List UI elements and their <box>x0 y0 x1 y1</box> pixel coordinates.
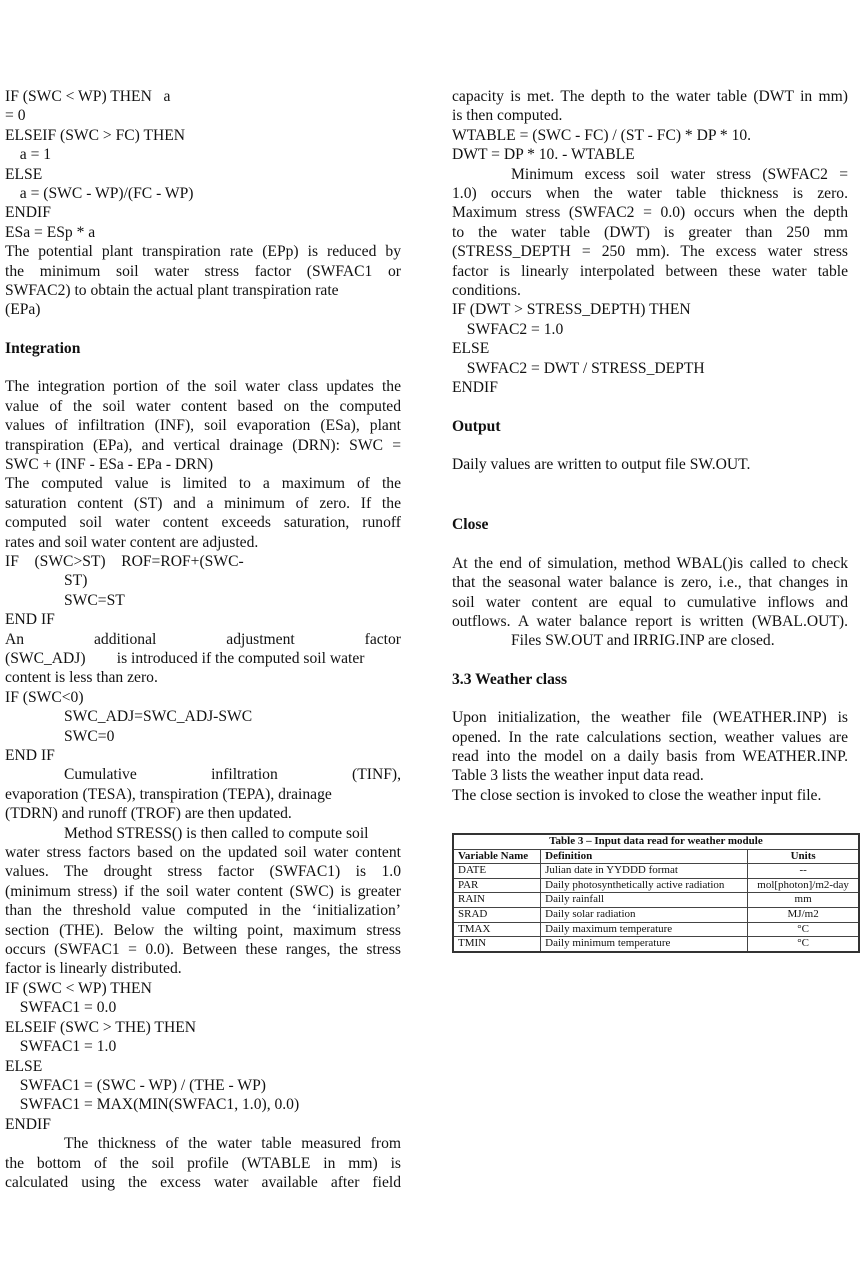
text-line: factor is linearly interpolated between these water table <box>452 262 848 280</box>
cell-units: mol[photon]/m2-day <box>748 878 859 893</box>
text-line: values of infiltration (INF), soil evaporation (ESa), plant <box>5 417 401 435</box>
text-line: evaporation (TESA), transpiration (TEPA), drainage <box>5 785 332 803</box>
cell-units: °C <box>748 937 859 952</box>
text-line: (TDRN) and runoff (TROF) are then updated. <box>5 805 292 823</box>
text-line: The close section is invoked to close the weather input file. <box>452 786 822 804</box>
table-row <box>453 864 859 879</box>
code-line: ELSEIF (SWC > THE) THEN <box>5 1018 197 1036</box>
code-line: SWFAC1 = 0.0 <box>12 999 117 1017</box>
text-line: that the seasonal water balance is zero, i.e., that changes in <box>452 574 848 592</box>
code-line: SWFAC1 = (SWC - WP) / (THE - WP) <box>12 1076 266 1094</box>
text-line: (STRESS_DEPTH = 250 mm). The excess water stress <box>452 243 848 261</box>
cell-units: MJ/m2 <box>748 907 859 922</box>
code-line: SWC=ST <box>64 591 125 609</box>
code-line: SWFAC1 = MAX(MIN(SWFAC1, 1.0), 0.0) <box>12 1096 300 1114</box>
text-line: opened. In the rate calculations section, weather values are <box>452 728 848 746</box>
code-line: SWC=0 <box>64 727 115 745</box>
table-row <box>453 937 859 952</box>
text-line: saturation content (ST) and a minimum of zero. If the <box>5 494 401 512</box>
text-line: to the water table (DWT) is greater than 250 mm <box>452 223 848 241</box>
column-header-variable-name: Variable Name <box>453 849 541 864</box>
text-line: SWFAC2) to obtain the actual plant transpiration rate <box>5 282 339 300</box>
text-line: factor is linearly distributed. <box>5 960 182 978</box>
text-line: The thickness of the water table measured from <box>64 1135 401 1153</box>
text-line: 1.0) occurs when the water table thickness is zero. <box>452 185 848 203</box>
cell-variable: RAIN <box>453 893 541 908</box>
text-line: occurs (SWFAC1 = 0.0). Between these ranges, the stress <box>5 941 401 959</box>
code-line: ST) <box>64 572 88 590</box>
text-line: is then computed. <box>452 107 563 125</box>
code-line: IF (SWC>ST) ROF=ROF+(SWC- <box>5 552 244 570</box>
text-line: Daily values are written to output file SW.OUT. <box>452 455 751 473</box>
text-line: conditions. <box>452 282 521 300</box>
code-line: ELSE <box>452 340 490 358</box>
text-line: An additional adjustment factor <box>5 630 401 648</box>
text-line: (SWC_ADJ) is introduced if the computed soil water <box>5 649 365 667</box>
table-row <box>453 893 859 908</box>
code-line: IF (SWC<0) <box>5 688 84 706</box>
code-line: ENDIF <box>5 1115 51 1133</box>
text-line: (minimum stress) if the soil water content (SWC) is greater <box>5 882 401 900</box>
code-line: IF (SWC < WP) THEN <box>5 979 152 997</box>
text-line: The potential plant transpiration rate (EPp) is reduced by <box>5 243 401 261</box>
code-line: ELSE <box>5 1057 43 1075</box>
cell-variable: TMIN <box>453 937 541 952</box>
text-line: the minimum soil water stress factor (SWFAC1 or <box>5 262 401 280</box>
cell-definition: Julian date in YYDDD format <box>541 864 748 879</box>
code-line: ELSEIF (SWC > FC) THEN <box>5 126 186 144</box>
section-heading-weather-class: 3.3 Weather class <box>452 670 568 688</box>
text-line: rates and soil water content are adjusted. <box>5 533 259 551</box>
code-line: ENDIF <box>5 204 51 222</box>
text-line: Table 3 lists the weather input data read. <box>452 767 704 785</box>
text-line: The integration portion of the soil water class updates the <box>5 378 401 396</box>
section-heading-output: Output <box>452 417 501 435</box>
code-line: END IF <box>5 747 55 764</box>
section-heading-integration: Integration <box>5 339 81 357</box>
code-line: ESa = ESp * a <box>5 223 96 241</box>
cell-definition: Daily minimum temperature <box>541 937 748 952</box>
text-line: At the end of simulation, method WBAL()is called to check <box>452 554 848 572</box>
cell-units: -- <box>748 864 859 879</box>
table-row <box>453 907 859 922</box>
text-line: capacity is met. The depth to the water table (DWT in mm) <box>452 88 848 105</box>
text-line: values. The drought stress factor (SWFAC1) is 1.0 <box>5 863 401 881</box>
code-line: a = 1 <box>12 146 52 164</box>
text-line: Maximum stress (SWFAC2 = 0.0) occurs when the depth <box>452 204 848 222</box>
text-line: Files SW.OUT and IRRIG.INP are closed. <box>511 632 775 650</box>
text-line: computed soil water content exceeds saturation, runoff <box>5 514 401 532</box>
cell-variable: TMAX <box>453 922 541 937</box>
code-line: WTABLE = (SWC - FC) / (ST - FC) * DP * 10. <box>452 126 752 144</box>
text-line: Method STRESS() is then called to compute soil <box>64 824 369 842</box>
text-line: transpiration (EPa), and vertical drainage (DRN): SWC = <box>5 436 401 454</box>
column-header-definition: Definition <box>541 849 748 864</box>
code-line: END IF <box>5 611 55 629</box>
code-line: = 0 <box>5 107 26 125</box>
code-line: DWT = DP * 10. - WTABLE <box>452 146 635 164</box>
cell-definition: Daily photosynthetically active radiation <box>541 878 748 893</box>
cell-variable: DATE <box>453 864 541 879</box>
right-column <box>452 87 848 805</box>
code-line: SWC_ADJ=SWC_ADJ-SWC <box>64 708 253 726</box>
text-line: water stress factors based on the updated soil water content <box>5 844 401 862</box>
code-line: SWFAC1 = 1.0 <box>12 1038 117 1056</box>
text-line: The computed value is limited to a maximum of the <box>5 475 401 493</box>
text-line: value of the soil water content based on the computed <box>5 397 401 415</box>
cell-variable: PAR <box>453 878 541 893</box>
column-header-units: Units <box>748 849 859 864</box>
text-line: Upon initialization, the weather file (WEATHER.INP) is <box>452 709 848 727</box>
text-line: calculated using the excess water available after field <box>5 1173 401 1191</box>
text-line: Minimum excess soil water stress (SWFAC2 = <box>511 165 848 183</box>
cell-definition: Daily solar radiation <box>541 907 748 922</box>
text-line: read into the model on a daily basis from WEATHER.INP. <box>452 747 848 765</box>
code-line: SWFAC2 = DWT / STRESS_DEPTH <box>459 359 705 377</box>
weather-input-table <box>452 833 860 953</box>
left-column <box>5 87 401 1192</box>
table-row <box>453 922 859 937</box>
cell-units: mm <box>748 893 859 908</box>
text-line: soil water content are equal to cumulative inflows and <box>452 593 848 611</box>
cell-units: °C <box>748 922 859 937</box>
code-line: a = (SWC - WP)/(FC - WP) <box>12 185 194 203</box>
table-row <box>453 878 859 893</box>
cell-definition: Daily rainfall <box>541 893 748 908</box>
text-line: section (THE). Below the wilting point, maximum stress <box>5 921 401 939</box>
cell-definition: Daily maximum temperature <box>541 922 748 937</box>
code-line: ENDIF <box>452 379 498 397</box>
cell-variable: SRAD <box>453 907 541 922</box>
text-line: outflows. A water balance report is written (WBAL.OUT). <box>452 612 848 630</box>
text-line: SWC + (INF - ESa - EPa - DRN) <box>5 455 214 473</box>
text-line: (EPa) <box>5 301 41 319</box>
text-line: content is less than zero. <box>5 669 158 687</box>
text-line: the bottom of the soil profile (WTABLE in mm) is <box>5 1154 401 1172</box>
code-line: IF (SWC < WP) THEN a <box>5 88 171 105</box>
text-line: Cumulative infiltration (TINF), <box>64 766 401 784</box>
code-line: IF (DWT > STRESS_DEPTH) THEN <box>452 301 691 319</box>
table-caption: Table 3 – Input data read for weather module <box>453 834 859 849</box>
code-line: ELSE <box>5 165 43 183</box>
section-heading-close: Close <box>452 516 489 534</box>
code-line: SWFAC2 = 1.0 <box>459 320 564 338</box>
text-line: than the threshold value computed in the ‘initialization’ <box>5 902 401 920</box>
